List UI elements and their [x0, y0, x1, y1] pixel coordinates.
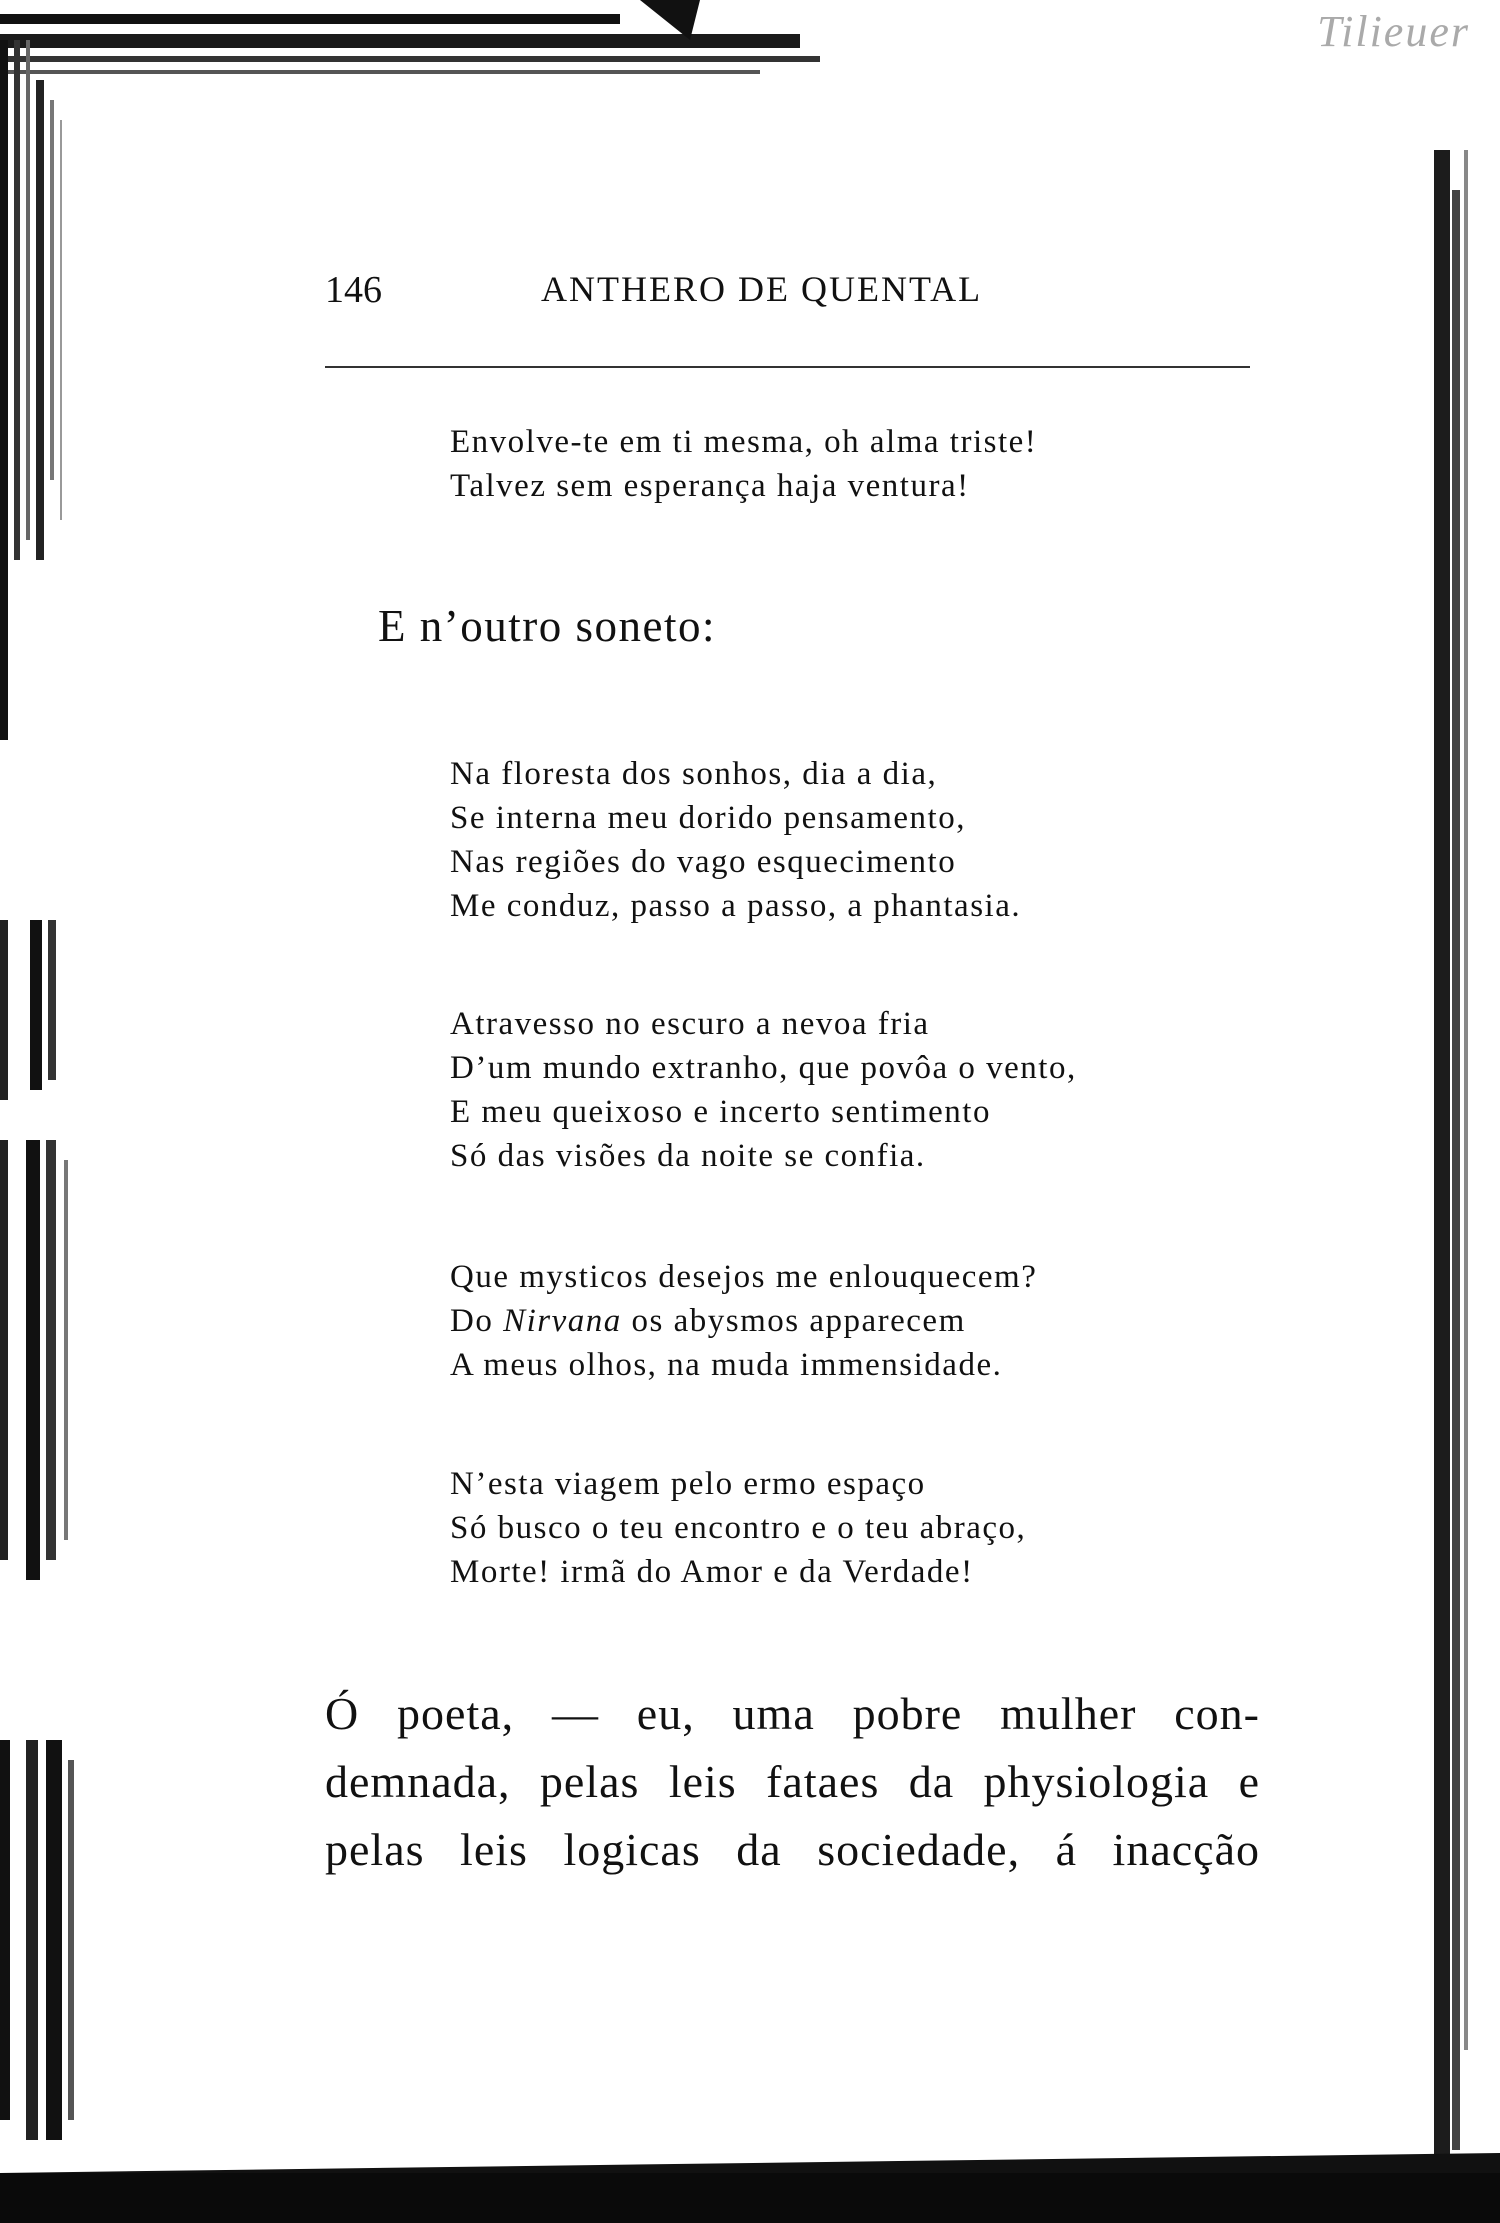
verse-line: Que mysticos desejos me enlouquecem? — [450, 1259, 1038, 1295]
verse-line: Atravesso no escuro a nevoa fria — [450, 1006, 930, 1042]
scan-edge-right — [1430, 150, 1500, 2170]
intro-line: E n’outro soneto: — [378, 601, 716, 651]
running-head — [325, 268, 1250, 318]
page-number: 146 — [325, 269, 382, 311]
verse-line: D’um mundo extranho, que povôa o vento, — [450, 1050, 1077, 1086]
verse-line: Me conduz, passo a passo, a phantasia. — [450, 888, 1022, 924]
verse-line: Morte! irmã do Amor e da Verdade! — [450, 1554, 974, 1590]
scan-edge-left — [0, 40, 90, 2140]
verse-line: Nas regiões do vago esquecimento — [450, 844, 957, 880]
verse-line: Se interna meu dorido pensamento, — [450, 800, 966, 836]
verse-line: Envolve-te em ti mesma, oh alma triste! — [450, 424, 1038, 460]
library-stamp: Tilieuer — [1317, 7, 1470, 56]
verse-line: Na floresta dos sonhos, dia a dia, — [450, 756, 938, 792]
stanza-previous-sonnet — [450, 420, 1037, 508]
sonnet-stanza-2 — [450, 1002, 1077, 1178]
running-title: ANTHERO DE QUENTAL — [541, 269, 983, 309]
scan-edge-bottom — [0, 2153, 1500, 2223]
prose-paragraph — [325, 1680, 1260, 1884]
prose-line: pelas leis logicas da sociedade, á inacção — [325, 1824, 1260, 1875]
verse-line-nirvana-text: Do Nirvana os abysmos apparecem — [450, 1303, 966, 1339]
verse-line: A meus olhos, na muda immensidade. — [450, 1347, 1003, 1383]
verse-line: Só das visões da noite se confia. — [450, 1138, 926, 1174]
sonnet-stanza-3 — [450, 1255, 1037, 1387]
verse-line: Só busco o teu encontro e o teu abraço, — [450, 1510, 1027, 1546]
scan-edge-top — [0, 0, 820, 110]
prose-line: Ó poeta, — eu, uma pobre mulher con- — [325, 1688, 1260, 1739]
sonnet-stanza-1 — [450, 752, 1021, 928]
verse-line: Talvez sem esperança haja ventura! — [450, 468, 970, 504]
verse-line-nirvana — [450, 1299, 1037, 1343]
verse-line: E meu queixoso e incerto sentimento — [450, 1094, 991, 1130]
header-rule — [325, 366, 1250, 368]
sonnet-stanza-4 — [450, 1462, 1026, 1594]
prose-line: demnada, pelas leis fataes da physiologia e — [325, 1756, 1260, 1807]
nirvana-emphasis: Nirvana — [503, 1303, 622, 1339]
verse-line: N’esta viagem pelo ermo espaço — [450, 1466, 926, 1502]
